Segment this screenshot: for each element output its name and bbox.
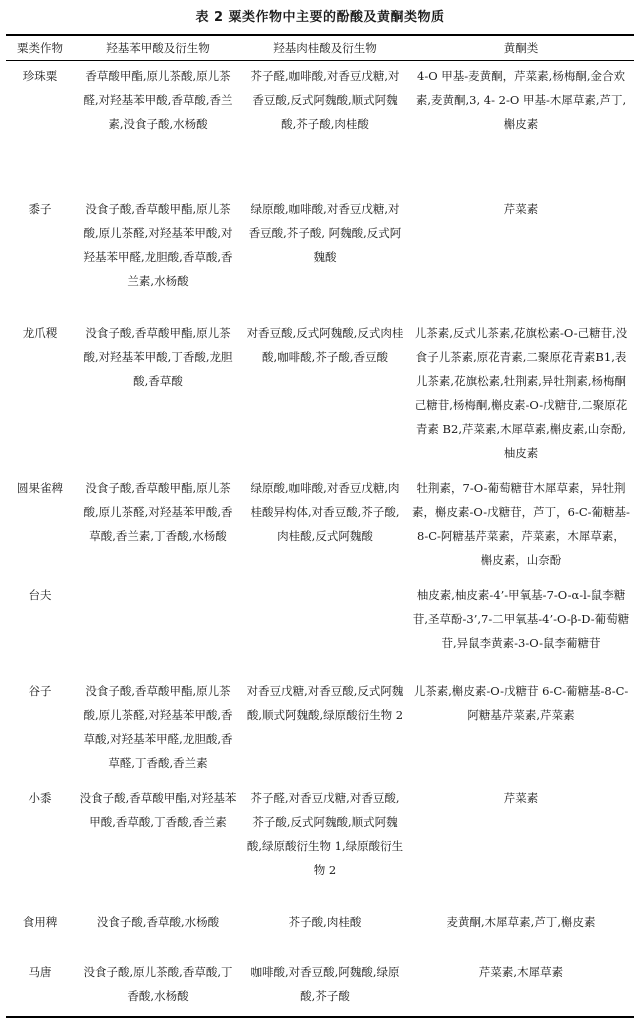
cell-hydroxybenzoic: 没食子酸,香草酸,水杨酸 xyxy=(96,914,220,929)
cell-flavonoids: 牡荆素，7-O-葡萄糖苷木犀草素，异牡荆素，槲皮素-O-戊糖苷，芦丁，6-C-葡糖基-8-C-阿糖基芹菜素，芹菜素，木犀草素，槲皮素，山奈酚 xyxy=(412,480,630,567)
cell-hydroxycinnamic: 绿原酸,咖啡酸,对香豆戊糖,对香豆酸,芥子酸, 阿魏酸,反式阿魏酸 xyxy=(248,201,402,264)
cell-hydroxycinnamic: 芥子醛,咖啡酸,对香豆戊糖,对香豆酸,反式阿魏酸,顺式阿魏酸,芥子酸,肉桂酸 xyxy=(250,69,400,131)
compound-table xyxy=(6,34,634,1018)
cell-crop: 珍珠粟 xyxy=(22,69,58,83)
table-caption: 表 2 粟类作物中主要的酚酸及黄酮类物质 xyxy=(195,10,445,25)
cell-flavonoids: 柚皮素,柚皮素-4’-甲氧基-7-O-α-l-鼠李糖苷,圣草酚-3’,7-二甲氧基-4’-O-β-D-葡萄糖苷,异鼠李黄素-3-O-鼠李葡糖苷 xyxy=(412,587,630,650)
cell-crop: 食用稗 xyxy=(22,914,58,929)
table-row xyxy=(6,580,634,676)
header-crop: 粟类作物 xyxy=(6,35,74,61)
cell-hydroxybenzoic: 没食子酸,香草酸甲酯,原儿茶酸,原儿茶醛,对羟基苯甲酸,香草酸,对羟基苯甲醛,龙胆酸,香草醛,丁香酸,香兰素 xyxy=(83,683,233,770)
cell-crop: 圆果雀稗 xyxy=(17,480,63,495)
cell-hydroxycinnamic: 咖啡酸,对香豆酸,阿魏酸,绿原酸,芥子酸 xyxy=(242,957,408,1017)
cell-hydroxybenzoic xyxy=(74,580,242,676)
table-row xyxy=(6,676,634,783)
cell-flavonoids: 4-O 甲基-麦黄酮，芹菜素,杨梅酮,金合欢素,麦黄酮,3, 4- 2-O 甲基-木犀草素,芦丁,槲皮素 xyxy=(415,69,627,131)
cell-hydroxycinnamic: 对香豆酸,反式阿魏酸,反式肉桂酸,咖啡酸,芥子酸,香豆酸 xyxy=(246,325,404,364)
cell-hydroxycinnamic xyxy=(242,580,408,676)
cell-hydroxycinnamic: 芥子酸,肉桂酸 xyxy=(288,914,362,929)
header-hydroxybenzoic: 羟基苯甲酸及衍生物 xyxy=(74,35,242,61)
cell-hydroxybenzoic: 没食子酸,原儿茶酸,香草酸,丁香酸,水杨酸 xyxy=(74,957,242,1017)
table-row xyxy=(6,61,634,194)
header-row xyxy=(6,35,634,61)
cell-flavonoids: 儿茶素,槲皮素-O-戊糖苷 6-C-葡糖基-8-C-阿糖基芹菜素,芹菜素 xyxy=(413,683,629,722)
table-row xyxy=(6,783,634,907)
cell-crop: 台夫 xyxy=(28,587,52,602)
cell-crop: 黍子 xyxy=(28,201,52,216)
cell-flavonoids: 儿茶素,反式儿茶素,花旗松素-O-己糖苷,没食子儿茶素,原花青素,二聚原花青素B1,表儿茶素,花旗松素,牡荆素,异牡荆素,杨梅酮己糖苷,杨梅酮,槲皮素-O-戊糖苷,二聚原花青素 B2,芹菜素,木犀草素,槲皮素,山奈酚,柚皮素 xyxy=(414,325,628,460)
cell-crop: 龙爪稷 xyxy=(22,325,58,340)
cell-crop: 小黍 xyxy=(28,790,52,805)
cell-hydroxycinnamic: 芥子醛,对香豆戊糖,对香豆酸,芥子酸,反式阿魏酸,顺式阿魏酸,绿原酸衍生物 1,绿原酸衍生物 2 xyxy=(246,790,404,877)
cell-crop: 马唐 xyxy=(6,957,74,1017)
cell-flavonoids: 芹菜素 xyxy=(503,790,539,805)
header-hydroxycinnamic: 羟基肉桂酸及衍生物 xyxy=(242,35,408,61)
table-row xyxy=(6,318,634,473)
cell-hydroxybenzoic: 没食子酸,香草酸甲酯,原儿茶酸,原儿茶醛,对羟基苯甲酸,对羟基苯甲醛,龙胆酸,香草酸,香兰素,水杨酸 xyxy=(83,201,233,288)
cell-hydroxybenzoic: 没食子酸,香草酸甲酯,原儿茶酸,对羟基苯甲酸,丁香酸,龙胆酸,香草酸 xyxy=(83,325,233,388)
cell-crop: 谷子 xyxy=(28,683,52,698)
table-row xyxy=(6,194,634,318)
cell-flavonoids: 芹菜素,木犀草素 xyxy=(408,957,634,1017)
cell-hydroxybenzoic: 香草酸甲酯,原儿茶酸,原儿茶醛,对羟基苯甲酸,香草酸,香兰素,没食子酸,水杨酸 xyxy=(83,69,233,131)
cell-hydroxybenzoic: 没食子酸,香草酸甲酯,原儿茶酸,原儿茶醛,对羟基苯甲酸,香草酸,香兰素,丁香酸,水杨酸 xyxy=(83,480,233,543)
cell-hydroxybenzoic: 没食子酸,香草酸甲酯,对羟基苯甲酸,香草酸,丁香酸,香兰素 xyxy=(79,790,237,829)
cell-hydroxycinnamic: 绿原酸,咖啡酸,对香豆戊糖,肉桂酸异构体,对香豆酸,芥子酸,肉桂酸,反式阿魏酸 xyxy=(250,480,400,543)
table-row xyxy=(6,907,634,957)
cell-flavonoids: 麦黄酮,木犀草素,芦丁,槲皮素 xyxy=(446,914,596,929)
table-row xyxy=(6,957,634,1017)
table-row xyxy=(6,473,634,580)
cell-flavonoids: 芹菜素 xyxy=(503,201,539,216)
cell-hydroxycinnamic: 对香豆戊糖,对香豆酸,反式阿魏酸,顺式阿魏酸,绿原酸衍生物 2 xyxy=(246,683,404,722)
header-flavonoids: 黄酮类 xyxy=(408,35,634,61)
